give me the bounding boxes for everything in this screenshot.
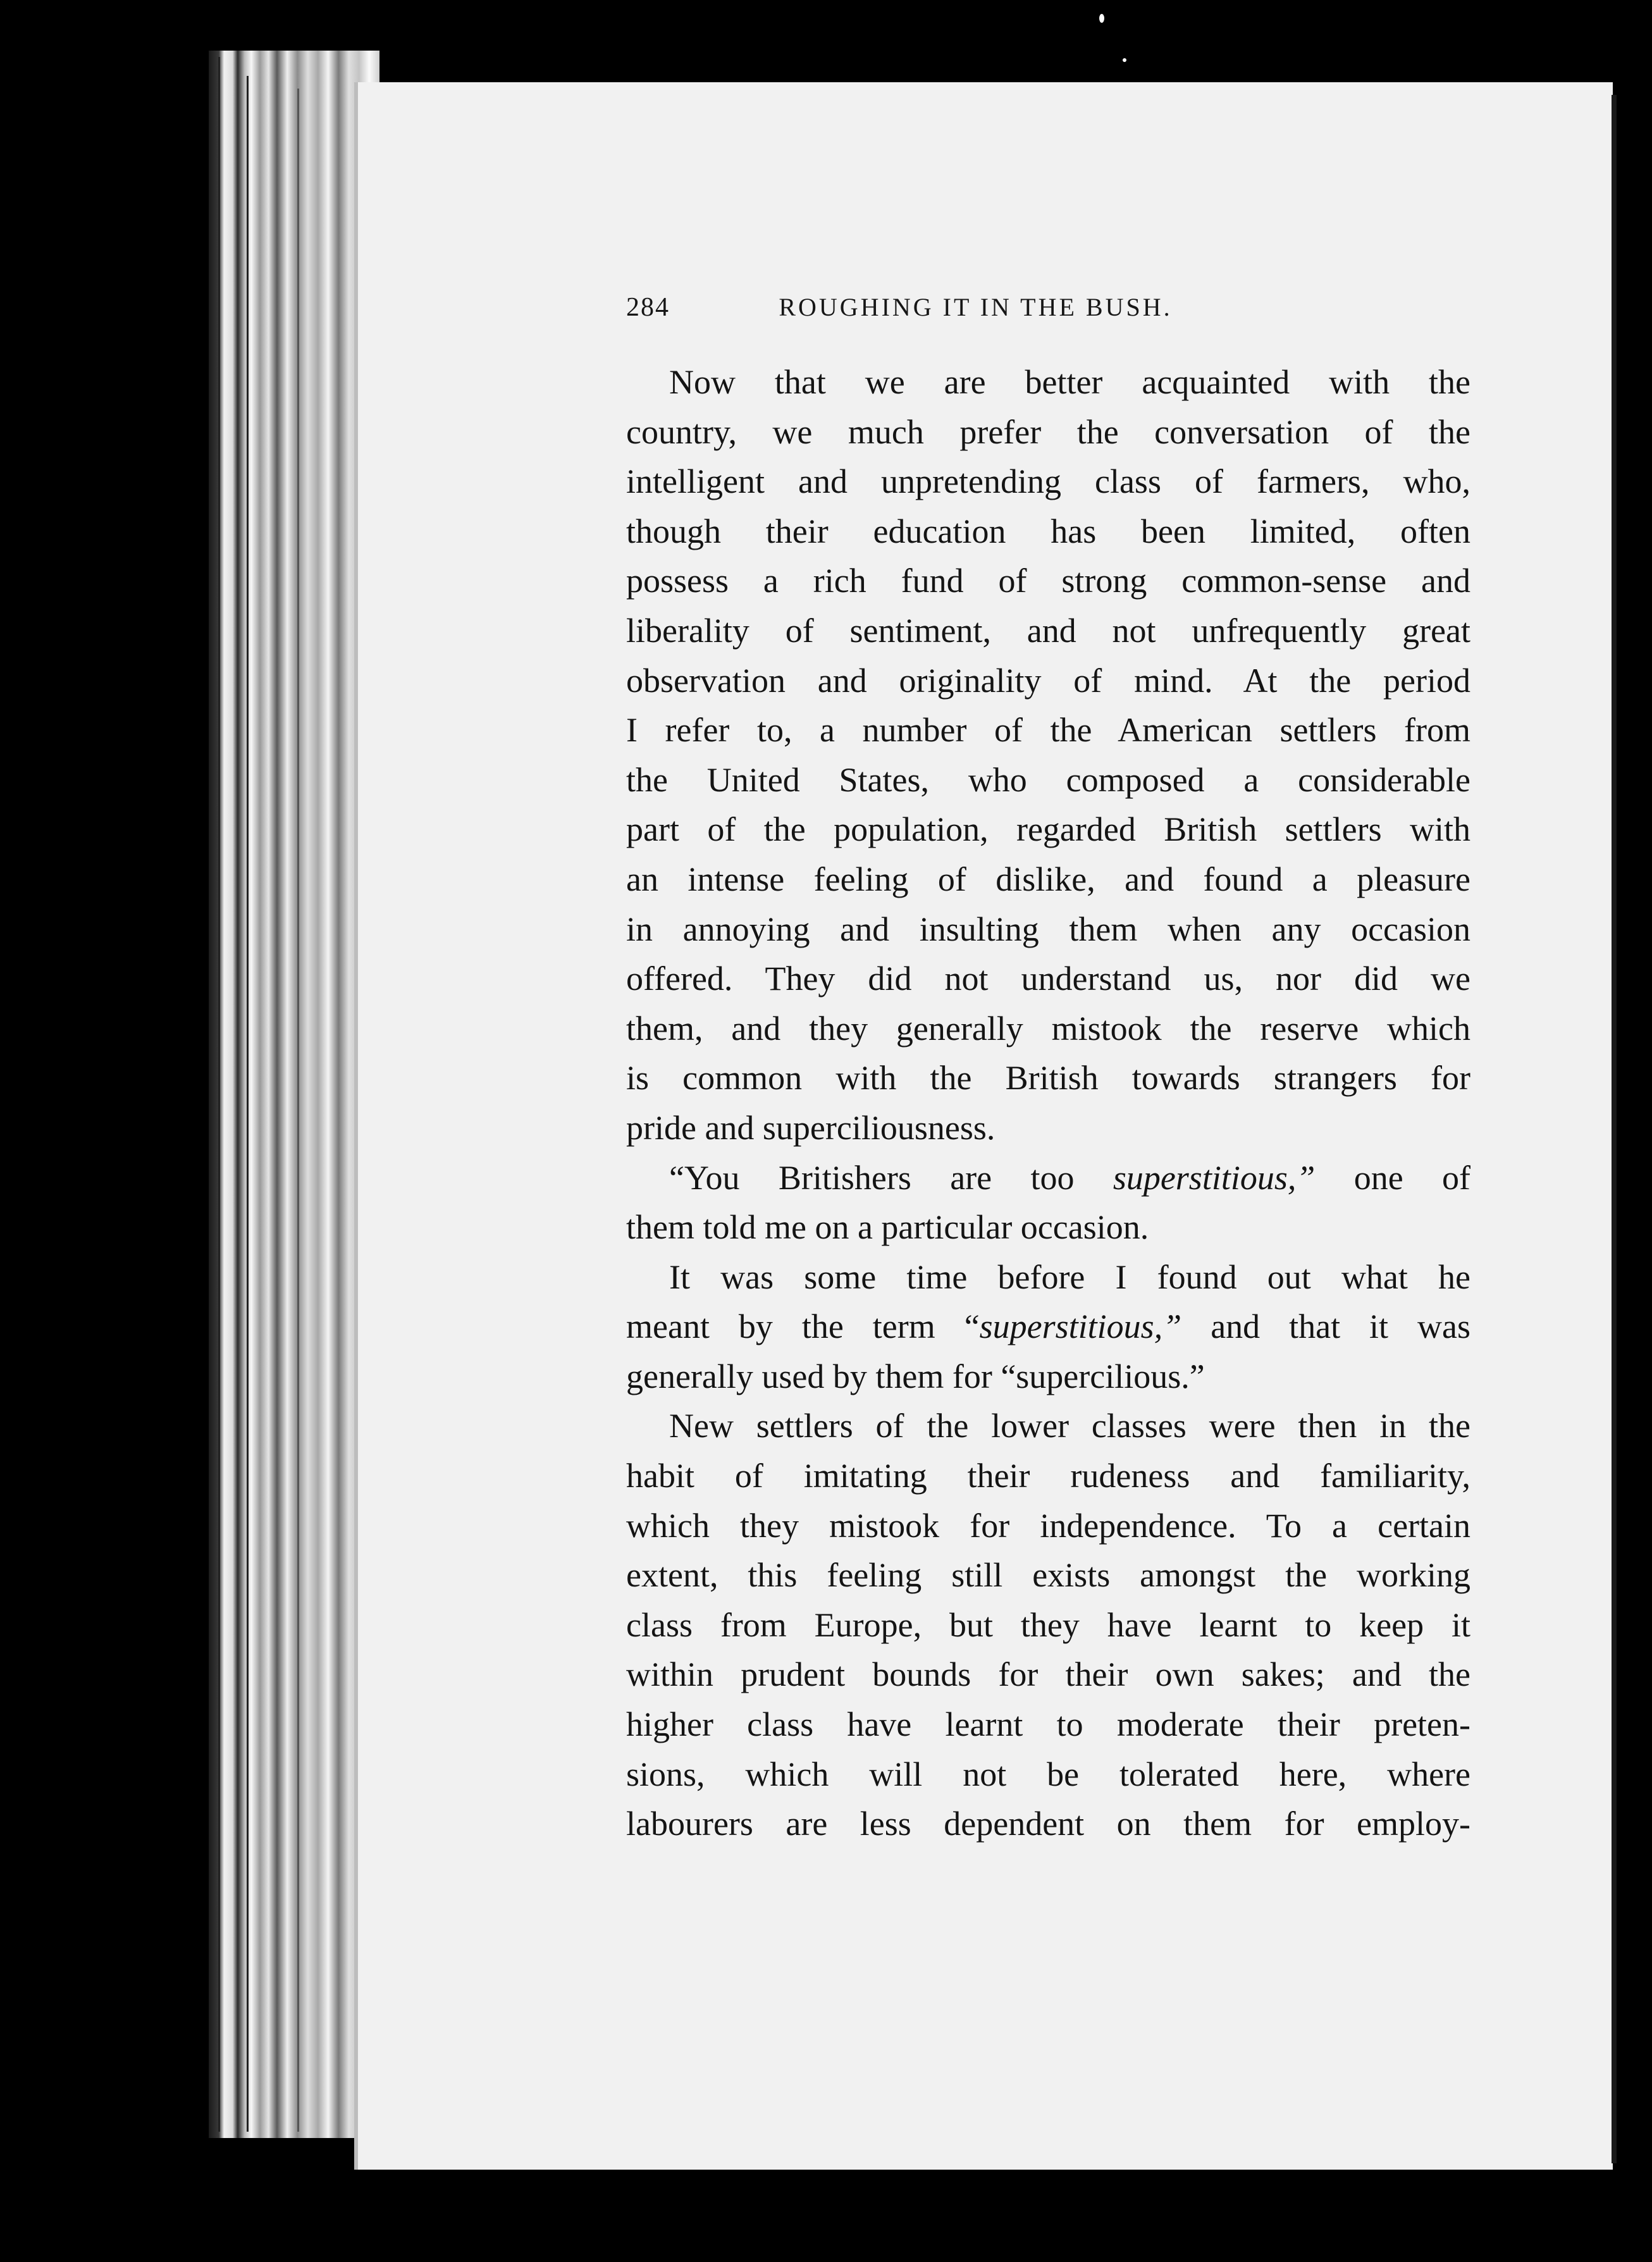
text-line: intelligent and unpretending class of farmers, who, (626, 462, 1470, 501)
text-line: the United States, who composed a considerable (626, 760, 1470, 799)
text-line: offered. They did not understand us, nor did we (626, 960, 1470, 998)
text-line: country, we much prefer the conversation of the (626, 412, 1470, 451)
running-title: ROUGHING IT IN THE BUSH. (779, 293, 1173, 321)
italic-text: superstitious,” (979, 1307, 1182, 1346)
text-segment: meant by the term “ (626, 1307, 980, 1346)
text-line: part of the population, regarded British settlers with (626, 810, 1470, 849)
text-line: an intense feeling of dislike, and found a pleasure (626, 860, 1470, 898)
paragraph-4 (626, 1401, 1470, 1848)
edge-shadow-line (297, 89, 299, 2132)
paragraph-2 (626, 1153, 1470, 1252)
scan-speck (1099, 14, 1104, 23)
text-line: observation and originality of mind. At the period (626, 661, 1470, 700)
page-right-edge (1612, 95, 1617, 2163)
text-line: sions, which will not be tolerated here, where (626, 1755, 1470, 1793)
text-line: them told me on a particular occasion. (626, 1208, 1149, 1247)
text-line: is common with the British towards strangers for (626, 1059, 1470, 1097)
text-line: generally used by them for “supercilious.” (626, 1357, 1205, 1395)
text-segment: “You Britishers are too (669, 1158, 1113, 1197)
text-line (626, 1302, 1470, 1352)
running-head (626, 292, 1287, 337)
body-text (626, 357, 1470, 1849)
scan-speck (1123, 58, 1126, 62)
text-line (626, 1153, 1470, 1203)
text-line: New settlers of the lower classes were then in the (669, 1407, 1470, 1445)
text-line: Now that we are better acquainted with the (669, 363, 1470, 401)
text-segment: and that it was (1181, 1307, 1470, 1346)
text-line: labourers are less dependent on them for employ- (626, 1805, 1470, 1843)
text-line: them, and they generally mistook the reserve which (626, 1009, 1470, 1048)
paragraph-3 (626, 1252, 1470, 1402)
edge-shadow-line (218, 57, 220, 2132)
text-line: higher class have learnt to moderate their preten- (626, 1705, 1470, 1744)
text-line: pride and superciliousness. (626, 1108, 996, 1147)
text-line: extent, this feeling still exists amongst the working (626, 1556, 1470, 1595)
text-line: within prudent bounds for their own sakes; and the (626, 1655, 1470, 1694)
text-line: in annoying and insulting them when any occasion (626, 910, 1470, 948)
text-line: which they mistook for independence. To a certain (626, 1506, 1470, 1545)
text-line: I refer to, a number of the American settlers from (626, 711, 1470, 750)
text-line: liberality of sentiment, and not unfrequently great (626, 611, 1470, 650)
paragraph-1 (626, 357, 1470, 1153)
text-segment: one of (1315, 1158, 1471, 1197)
page-number: 284 (626, 293, 670, 322)
text-line: possess a rich fund of strong common-sense and (626, 562, 1470, 600)
text-line: habit of imitating their rudeness and familiarity, (626, 1457, 1470, 1495)
text-line: It was some time before I found out what he (669, 1258, 1470, 1296)
text-line: though their education has been limited, often (626, 512, 1470, 550)
edge-shadow-line (247, 76, 249, 2132)
text-line: class from Europe, but they have learnt to keep it (626, 1605, 1470, 1644)
italic-text: superstitious,” (1113, 1158, 1316, 1197)
